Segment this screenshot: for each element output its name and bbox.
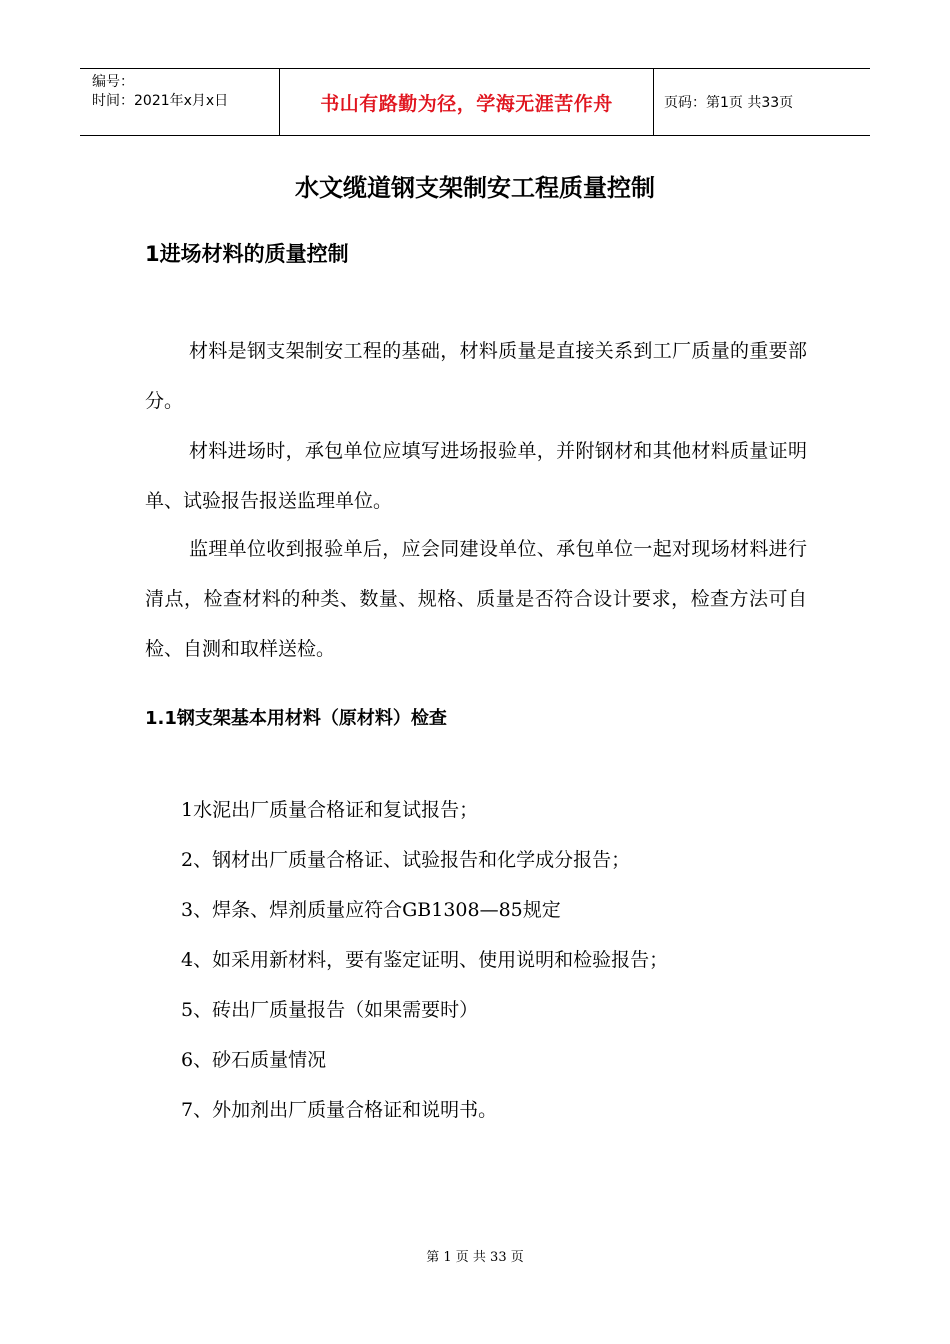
material-check-list [181, 785, 668, 1135]
header-motto: 书山有路勤为径，学海无涯苦作舟 [320, 92, 613, 115]
section-1-paragraph-3: 监理单位收到报验单后，应会同建设单位、承包单位一起对现场材料进行清点，检查材料的种类、数量、规格、质量是否符合设计要求，检查方法可自检、自测和取样送检。 [145, 538, 807, 660]
document-date: 时间：2021年x月x日 [92, 93, 229, 109]
list-item: 7、外加剂出厂质量合格证和说明书。 [181, 1099, 498, 1121]
header-meta-cell [80, 69, 280, 135]
list-item: 2、钢材出厂质量合格证、试验报告和化学成分报告； [181, 849, 631, 871]
document-number-label: 编号： [92, 74, 134, 90]
section-1-1-heading: 1.1钢支架基本用材料（原材料）检查 [145, 708, 447, 729]
list-item: 4、如采用新材料，要有鉴定证明、使用说明和检验报告； [181, 949, 669, 971]
header-page-cell [654, 69, 870, 135]
list-item: 1水泥出厂质量合格证和复试报告； [181, 799, 479, 821]
section-1-paragraph-1: 材料是钢支架制安工程的基础，材料质量是直接关系到工厂质量的重要部分。 [145, 340, 807, 412]
header-motto-cell [280, 69, 654, 135]
section-1-heading: 1进场材料的质量控制 [145, 242, 349, 266]
list-item: 6、砂石质量情况 [181, 1049, 327, 1071]
header-page-info: 页码：第1页 共33页 [664, 95, 794, 111]
list-item: 5、砖出厂质量报告（如果需要时） [181, 999, 479, 1021]
list-item: 3、焊条、焊剂质量应符合GB1308—85规定 [181, 899, 561, 921]
document-title: 水文缆道钢支架制安工程质量控制 [295, 174, 655, 202]
page-footer: 第 1 页 共 33 页 [426, 1250, 524, 1265]
page-header [80, 68, 870, 136]
section-1-paragraph-2: 材料进场时，承包单位应填写进场报验单，并附钢材和其他材料质量证明单、试验报告报送监理单位。 [145, 440, 807, 512]
